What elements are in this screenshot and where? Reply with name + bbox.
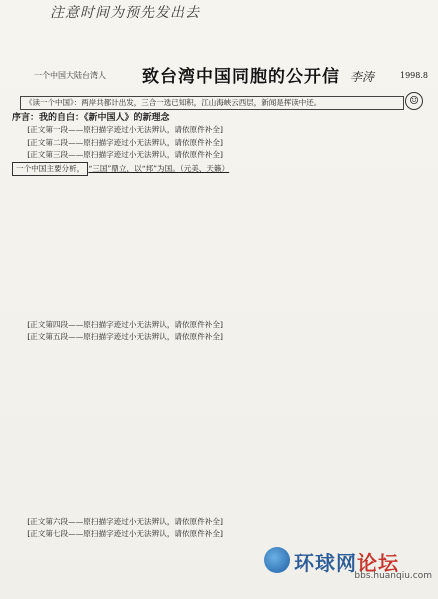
watermark-brand-a: 环球网	[294, 551, 357, 575]
section-1-heading: 我的自白：《新中国人》的新理念	[39, 113, 170, 123]
section-1	[12, 112, 424, 307]
paragraph: [正文第五段——原扫描字迹过小无法辨认，请依原件补全]	[27, 332, 223, 342]
date-stamp: 1998.8	[400, 71, 428, 80]
handwritten-note: 注意时间为预先发出去	[50, 5, 200, 21]
section-1-prefix: 序言：	[12, 113, 40, 123]
smiley-icon: ☺	[405, 92, 423, 110]
globe-logo-icon	[264, 547, 290, 573]
emphasis-tail: “三国”鼎立，以“邦”为国。（元美、天籁）	[88, 163, 230, 173]
page-title: 致台湾中国同胞的公开信	[142, 67, 340, 87]
paragraph: [正文第六段——原扫描字迹过小无法辨认，请依原件补全]	[27, 517, 223, 526]
paragraph: [正文第二段——原扫描字迹过小无法辨认，请依原件补全]	[27, 137, 223, 147]
author-signature: 李涛	[350, 70, 375, 84]
paragraph: [正文第一段——原扫描字迹过小无法辨认，请依原件补全]	[27, 125, 223, 135]
forum-watermark	[264, 545, 432, 581]
watermark-brand-b: 论坛	[357, 551, 399, 575]
paragraph: [正文第七段——原扫描字迹过小无法辨认，请依原件补全]	[27, 529, 223, 539]
headline-row	[20, 62, 428, 88]
paragraph: [正文第三段——原扫描字迹过小无法辨认，请依原件补全]	[27, 150, 223, 160]
paragraph: [正文第四段——原扫描字迹过小无法辨认，请依原件补全]	[27, 320, 223, 329]
watermark-url: bbs.huanqiu.com	[354, 571, 432, 581]
headline-kicker: 一个中国大陆台湾人	[34, 71, 106, 80]
section-2	[12, 319, 424, 511]
emphasis-box: 一个中国主要分析，	[12, 162, 88, 176]
preamble-box: 《读一个中国》：两岸共都计出发，三合一选已知积，江山海峡云西层，新闻是挥读中还。	[20, 96, 404, 110]
